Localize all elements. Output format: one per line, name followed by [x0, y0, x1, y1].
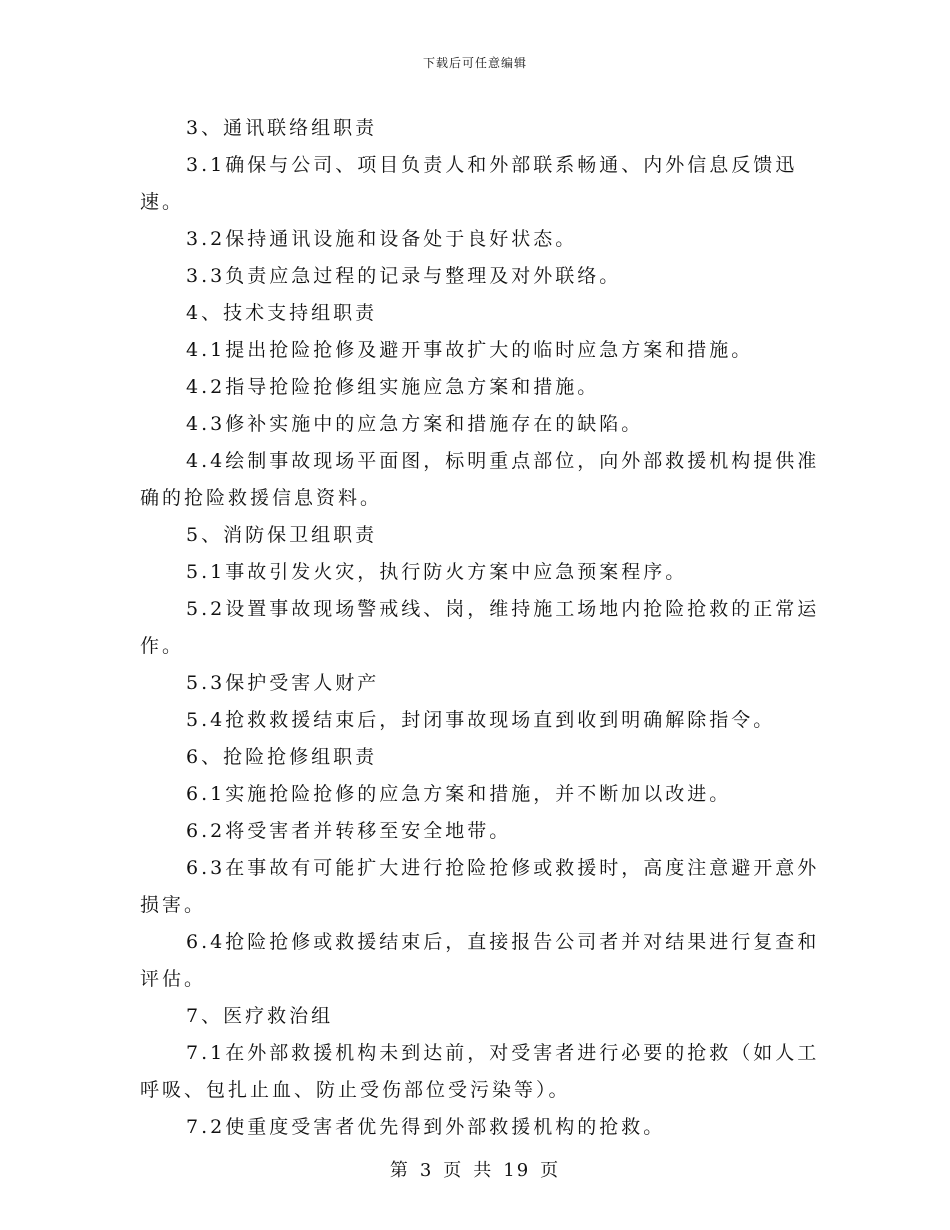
- paragraph: 5.2设置事故现场警戒线、岗，维持施工场地内抢险抢救的正常运作。: [140, 598, 820, 657]
- paragraph: 6、抢险抢修组职责: [186, 746, 378, 768]
- paragraph: 3.1确保与公司、项目负责人和外部联系畅通、内外信息反馈迅速。: [140, 154, 798, 213]
- paragraph: 4.3修补实施中的应急方案和措施存在的缺陷。: [186, 413, 644, 435]
- page-label-suffix: 页: [540, 1160, 561, 1181]
- page-number: 3: [419, 1160, 434, 1181]
- paragraph: 7.1在外部救援机构未到达前，对受害者进行必要的抢救（如人工呼吸、包扎止血、防止受伤部位受污染等）。: [140, 1042, 820, 1101]
- paragraph: 4.2指导抢险抢修组实施应急方案和措施。: [186, 376, 600, 398]
- total-pages: 19: [503, 1160, 531, 1181]
- paragraph: 4.1提出抢险抢修及避开事故扩大的临时应急方案和措施。: [186, 339, 754, 361]
- page-footer: [0, 1156, 950, 1182]
- page-header-note: 下载后可任意编辑: [422, 56, 527, 70]
- paragraph: 4、技术支持组职责: [186, 302, 378, 324]
- paragraph: 6.2将受害者并转移至安全地带。: [186, 820, 512, 842]
- paragraph: 7.2使重度受害者优先得到外部救援机构的抢救。: [186, 1116, 666, 1138]
- page-label-prefix: 第: [389, 1160, 410, 1181]
- paragraph: 5.1事故引发火灾，执行防火方案中应急预案程序。: [186, 561, 688, 583]
- document-body: [140, 110, 830, 1146]
- paragraph: 6.3在事故有可能扩大进行抢险抢修或救援时，高度注意避开意外损害。: [140, 857, 820, 916]
- paragraph: 5.4抢救救援结束后，封闭事故现场直到收到明确解除指令。: [186, 709, 776, 731]
- paragraph: 3.3负责应急过程的记录与整理及对外联络。: [186, 265, 622, 287]
- page-label-mid: 页: [443, 1160, 464, 1181]
- paragraph: 6.1实施抢险抢修的应急方案和措施，并不断加以改进。: [186, 783, 732, 805]
- paragraph: 3、通讯联络组职责: [186, 117, 378, 139]
- paragraph: 7、医疗救治组: [186, 1005, 334, 1027]
- paragraph: 4.4绘制事故现场平面图，标明重点部位，向外部救援机构提供准确的抢险救援信息资料。: [140, 450, 820, 509]
- paragraph: 5.3保护受害人财产: [186, 672, 380, 694]
- paragraph: 6.4抢险抢修或救援结束后，直接报告公司者并对结果进行复查和评估。: [140, 931, 820, 990]
- total-label: 共: [473, 1160, 494, 1181]
- paragraph: 3.2保持通讯设施和设备处于良好状态。: [186, 228, 578, 250]
- paragraph: 5、消防保卫组职责: [186, 524, 378, 546]
